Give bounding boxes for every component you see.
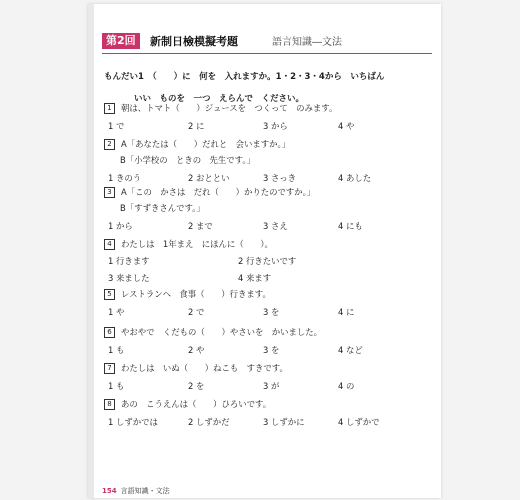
question-text: やおやで くだもの（ ）やさいを かいました。 (121, 327, 322, 337)
option-3[interactable]: 3 さえ (263, 221, 288, 231)
options-row (104, 416, 424, 428)
page-edge (88, 4, 94, 498)
question-number: 6 (104, 327, 115, 338)
option-1[interactable]: 1 や (108, 307, 125, 317)
question-number: 2 (104, 139, 115, 150)
option-1[interactable]: 1 で (108, 121, 125, 131)
option-1[interactable]: 1 も (108, 345, 125, 355)
option-1[interactable]: 1 から (108, 221, 133, 231)
option-4[interactable]: 4 しずかで (338, 417, 380, 427)
options-row (104, 220, 424, 232)
question-8 (104, 398, 424, 428)
question-2 (104, 138, 424, 184)
question-text: レストランへ 食事（ ）行きます。 (121, 289, 271, 299)
option-2[interactable]: 2 おととい (188, 173, 230, 183)
option-1[interactable]: 1 行きます (108, 256, 150, 266)
section-title: 語言知識―文法 (272, 37, 342, 48)
option-2[interactable]: 2 を (188, 381, 205, 391)
question-4 (104, 238, 424, 284)
question-7 (104, 362, 424, 392)
option-4[interactable]: 4 や (338, 121, 355, 131)
options-row (104, 306, 424, 318)
options-row (104, 120, 424, 132)
exam-title: 新制日檢模擬考題 (150, 35, 238, 48)
question-6 (104, 326, 424, 356)
question-subtext: B「小学校の ときの 先生です。」 (120, 155, 255, 165)
question-5 (104, 288, 424, 318)
option-4[interactable]: 4 来ます (238, 273, 272, 283)
question-number: 1 (104, 103, 115, 114)
book-page (88, 4, 441, 498)
footer-section: 言語知識・文法 (120, 487, 170, 495)
options-row (104, 272, 424, 284)
question-number: 5 (104, 289, 115, 300)
question-text: A「あなたは（ ）だれと 会いますか。」 (121, 139, 291, 149)
options-row (104, 255, 424, 267)
question-text: 朝は、トマト（ ）ジュースを つくって のみます。 (121, 103, 338, 113)
option-4[interactable]: 4 に (338, 307, 355, 317)
instruction-line-1: もんだい1 （ ）に 何を 入れますか。1・2・3・4から いちばん (104, 72, 385, 82)
page-footer (102, 486, 170, 496)
option-2[interactable]: 2 に (188, 121, 205, 131)
question-number: 7 (104, 363, 115, 374)
option-2[interactable]: 2 や (188, 345, 205, 355)
question-text: わたしは 1年まえ にほんに（ ）。 (121, 239, 273, 249)
options-row (104, 380, 424, 392)
option-3[interactable]: 3 を (263, 345, 280, 355)
page-header (102, 33, 432, 57)
option-1[interactable]: 1 も (108, 381, 125, 391)
question-number: 8 (104, 399, 115, 410)
option-3[interactable]: 3 さっき (263, 173, 297, 183)
option-2[interactable]: 2 で (188, 307, 205, 317)
question-number: 4 (104, 239, 115, 250)
question-subtext: B「すずきさんです。」 (120, 203, 205, 213)
question-number: 3 (104, 187, 115, 198)
option-3[interactable]: 3 来ました (108, 273, 150, 283)
header-divider (102, 53, 432, 54)
option-3[interactable]: 3 から (263, 121, 288, 131)
options-row (104, 172, 424, 184)
round-badge: 第2回 (102, 33, 140, 49)
question-3 (104, 186, 424, 232)
question-text: わたしは いぬ（ ）ねこも すきです。 (121, 363, 288, 373)
option-4[interactable]: 4 の (338, 381, 355, 391)
option-4[interactable]: 4 にも (338, 221, 363, 231)
option-2[interactable]: 2 まで (188, 221, 213, 231)
option-3[interactable]: 3 を (263, 307, 280, 317)
question-text: あの こうえんは（ ）ひろいです。 (121, 399, 272, 409)
options-row (104, 344, 424, 356)
option-1[interactable]: 1 きのう (108, 173, 142, 183)
option-4[interactable]: 4 など (338, 345, 363, 355)
option-2[interactable]: 2 しずかだ (188, 417, 230, 427)
option-3[interactable]: 3 しずかに (263, 417, 305, 427)
option-4[interactable]: 4 あした (338, 173, 372, 183)
option-2[interactable]: 2 行きたいです (238, 256, 297, 266)
instruction-line-2: いい ものを 一つ えらんで ください。 (134, 94, 305, 104)
page-number: 154 (102, 487, 117, 495)
option-1[interactable]: 1 しずかでは (108, 417, 158, 427)
question-text: A「この かさは だれ（ ）かりたのですか。」 (121, 187, 316, 197)
question-1 (104, 102, 424, 132)
option-3[interactable]: 3 が (263, 381, 280, 391)
